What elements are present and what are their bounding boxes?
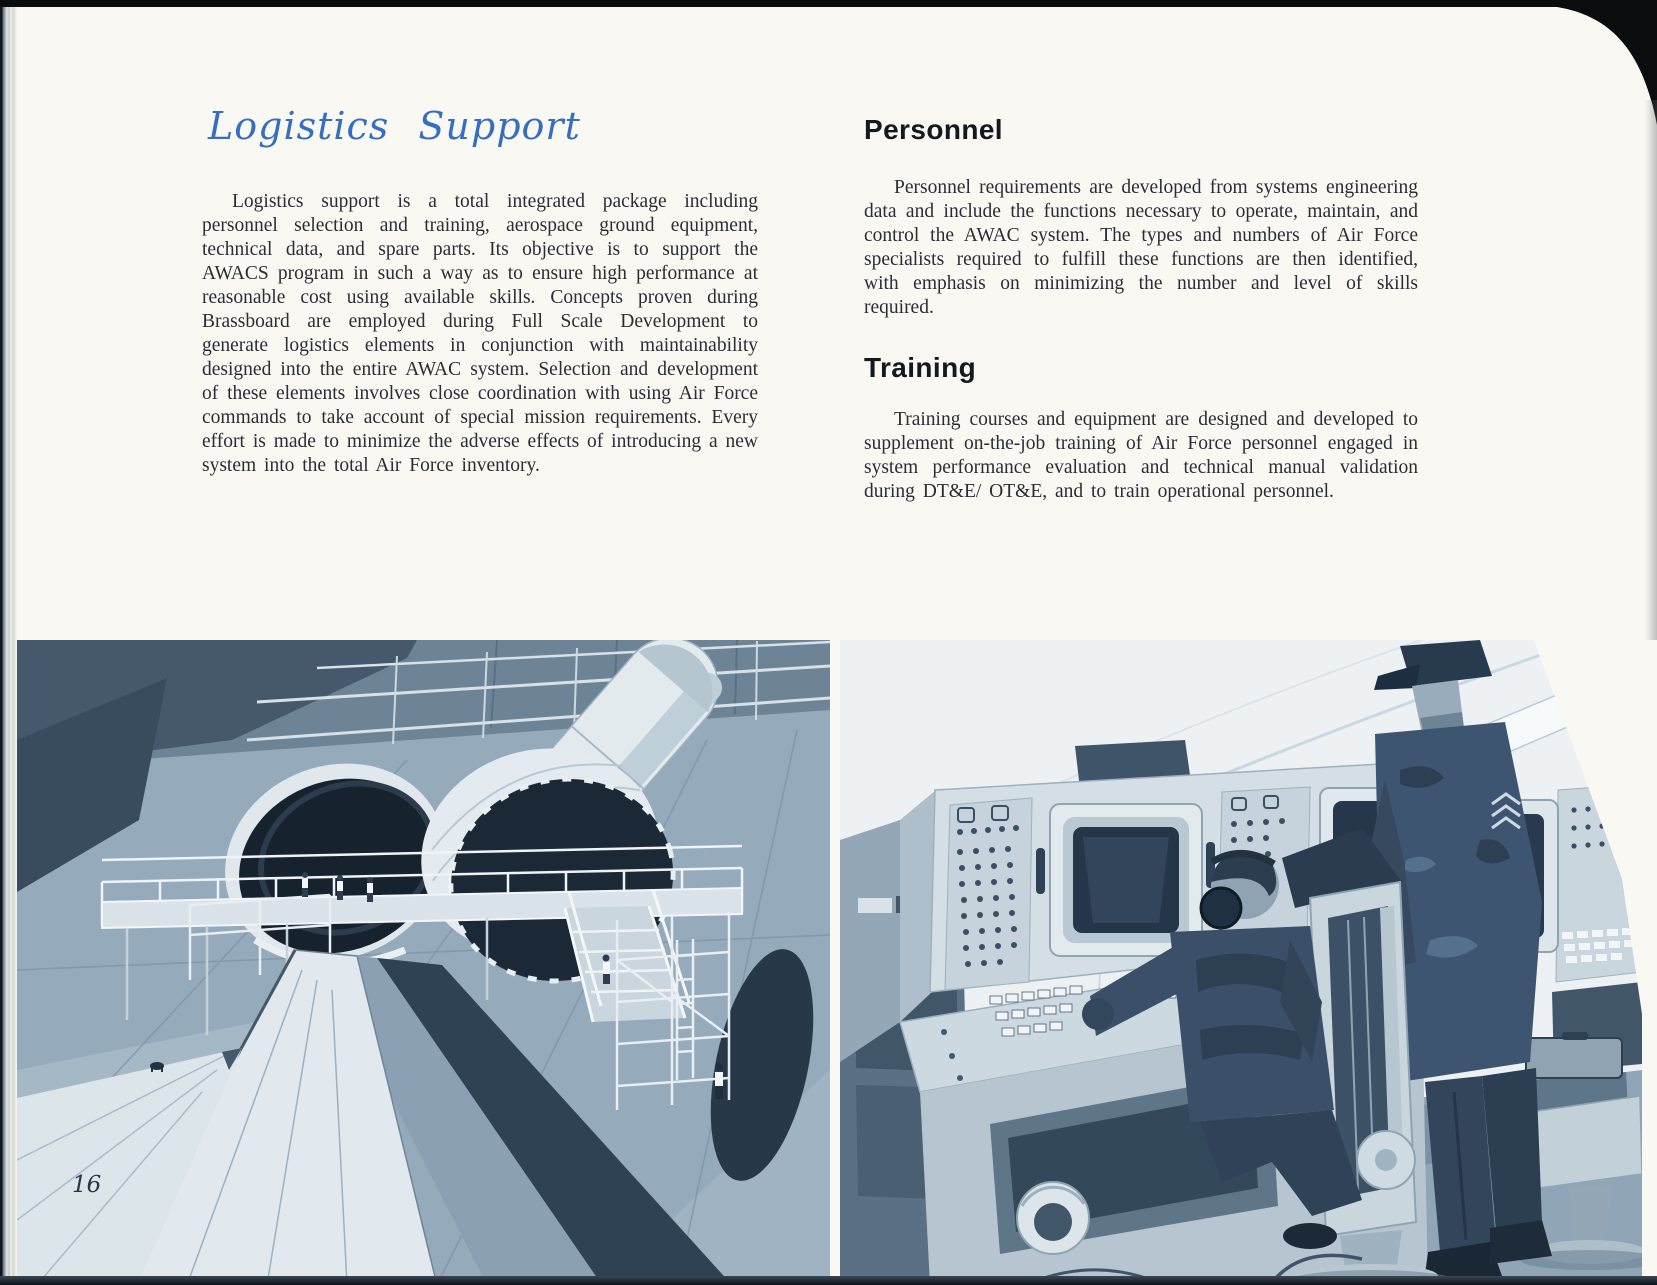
scan-top-edge	[0, 0, 1657, 7]
page-curve-shadow	[1645, 100, 1657, 640]
book-page-edges	[0, 0, 17, 1285]
personnel-paragraph: Personnel requirements are developed from systems engineering data and include the functions necessary to operate, maintain, and control the AWAC system. The types and numbers of Air Force specialists required to fulfill these functions are then identified, with emphasis on minimizing the number and level of skills required.	[864, 177, 1418, 318]
section-heading-personnel: Personnel	[864, 114, 1003, 145]
helmet	[1017, 1182, 1089, 1254]
page-number: 16	[72, 1172, 102, 1198]
illustration-console-operators	[840, 640, 1642, 1285]
page-title: Logistics Support	[208, 104, 581, 148]
scan-bottom-edge	[0, 1276, 1657, 1285]
right-console-panel	[1552, 784, 1642, 1072]
illustration-rotodome-maintenance	[17, 640, 830, 1285]
page-corner-curl	[1557, 0, 1657, 140]
training-paragraph: Training courses and equipment are designed and developed to supplement on-the-job training of Air Force personnel engaged in system performance evaluation and technical manual validation during DT&E/ OT&E, and to train operational personnel.	[864, 409, 1418, 502]
intro-paragraph: Logistics support is a total integrated package including personnel selection and training, aerospace ground equipment, technical data, and spare parts. Its objective is to support the AWACS program in such a way as to ensure high performance at reasonable cost using available skills. Concepts proven during Brassboard are employed during Full Scale Development to generate logistics elements in conjunction with maintainability designed into the entire AWAC system. Selection and development of these elements involves close coordination with using Air Force commands to take account of special mission requirements. Every effort is made to minimize the adverse effects of introducing a new system into the total Air Force inventory.	[202, 191, 758, 476]
section-heading-training: Training	[864, 352, 977, 383]
